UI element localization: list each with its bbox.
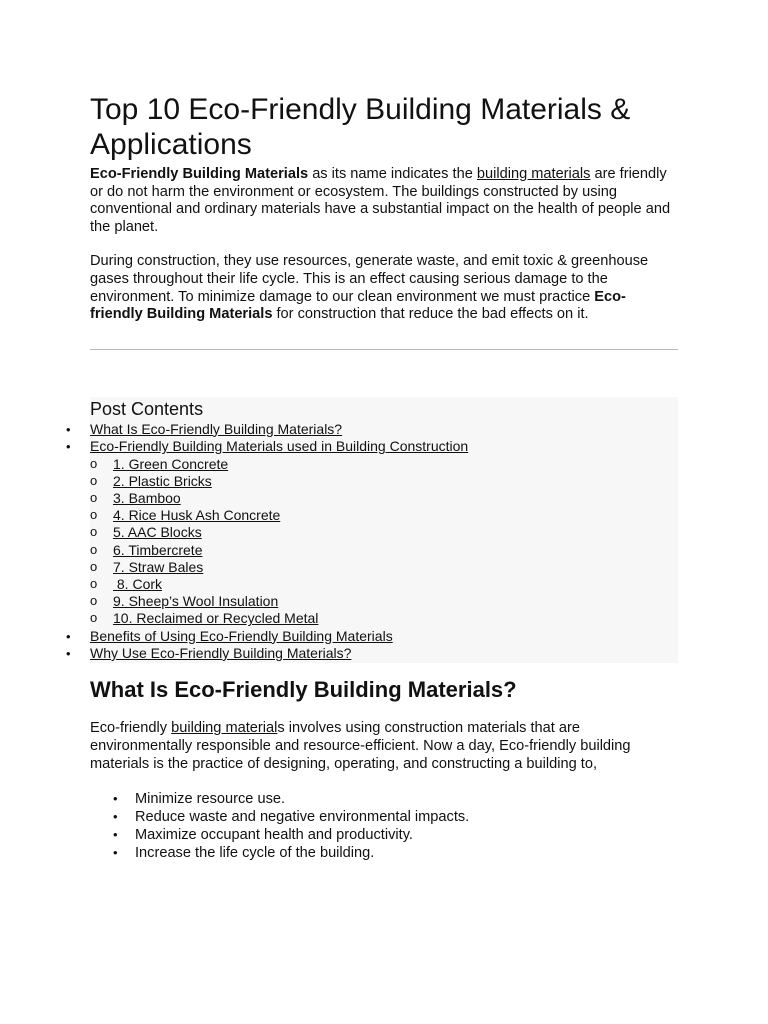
toc-item xyxy=(66,438,678,627)
toc-link-benefits[interactable]: Benefits of Using Eco-Friendly Building Materials xyxy=(90,627,393,644)
construction-paragraph xyxy=(90,253,678,323)
toc-subitem xyxy=(90,575,678,593)
circle-bullet-icon: o xyxy=(90,455,98,471)
list-item-text: Maximize occupant health and productivity. xyxy=(135,827,413,844)
toc-subitem xyxy=(90,455,678,473)
post-contents xyxy=(66,397,678,664)
toc-list xyxy=(66,420,678,663)
circle-bullet-icon: o xyxy=(90,524,98,540)
list-item xyxy=(113,808,678,826)
toc-link-green-concrete[interactable]: 1. Green Concrete xyxy=(113,455,229,472)
page-title: Top 10 Eco-Friendly Building Materials & Applications xyxy=(90,93,631,161)
toc-item xyxy=(66,627,678,645)
list-item xyxy=(113,826,678,844)
list-item-text: Reduce waste and negative environmental impacts. xyxy=(135,809,470,826)
toc-link-straw-bales[interactable]: 7. Straw Bales xyxy=(113,558,204,575)
bullet-icon: • xyxy=(113,827,118,843)
bullet-icon: • xyxy=(113,809,118,825)
bullet-icon: • xyxy=(66,646,71,661)
circle-bullet-icon: o xyxy=(90,541,98,557)
toc-item xyxy=(66,645,678,662)
toc-subitem xyxy=(90,558,678,576)
intro-bold-term: Eco-Friendly Building Materials xyxy=(90,166,309,182)
building-material-link[interactable]: building material xyxy=(171,720,278,737)
toc-link-timbercrete[interactable]: 6. Timbercrete xyxy=(113,541,203,558)
toc-link-cork[interactable]: 8. Cork xyxy=(113,575,163,592)
toc-link-materials-used[interactable]: Eco-Friendly Building Materials used in Building Construction xyxy=(90,438,469,455)
construction-text-b: for construction that reduce the bad effects on it. xyxy=(272,306,589,323)
toc-subitem xyxy=(90,507,678,524)
circle-bullet-icon: o xyxy=(90,575,98,591)
toc-subitem xyxy=(90,610,678,627)
bullet-icon: • xyxy=(66,421,71,437)
section-text-a: Eco-friendly xyxy=(90,720,172,737)
circle-bullet-icon: o xyxy=(90,472,98,488)
circle-bullet-icon: o xyxy=(90,507,98,523)
circle-bullet-icon: o xyxy=(90,610,98,626)
toc-subitem xyxy=(90,472,678,490)
toc-subitem xyxy=(90,541,678,559)
toc-item xyxy=(66,420,678,438)
bullet-icon: • xyxy=(66,439,71,455)
list-item xyxy=(113,790,678,808)
bullet-icon: • xyxy=(113,791,118,807)
toc-subitem xyxy=(90,593,678,610)
circle-bullet-icon: o xyxy=(90,558,98,574)
toc-link-bamboo[interactable]: 3. Bamboo xyxy=(113,489,181,506)
article xyxy=(66,92,678,862)
circle-bullet-icon: o xyxy=(90,593,98,609)
divider xyxy=(90,349,678,350)
toc-link-why-use[interactable]: Why Use Eco-Friendly Building Materials? xyxy=(90,645,352,661)
list-item-text: Increase the life cycle of the building. xyxy=(135,845,375,862)
toc-sublist xyxy=(90,456,678,628)
circle-bullet-icon: o xyxy=(90,489,98,505)
goals-list xyxy=(90,790,678,862)
toc-link-aac-blocks[interactable]: 5. AAC Blocks xyxy=(113,524,202,541)
intro-text-a: as its name indicates the xyxy=(308,166,477,182)
section-paragraph xyxy=(90,720,678,773)
section-heading: What Is Eco-Friendly Building Materials? xyxy=(90,677,517,703)
bullet-icon: • xyxy=(66,628,71,644)
toc-link-what-is[interactable]: What Is Eco-Friendly Building Materials? xyxy=(90,420,343,437)
list-item-text: Minimize resource use. xyxy=(135,791,286,808)
list-item xyxy=(113,844,678,862)
toc-link-reclaimed-metal[interactable]: 10. Reclaimed or Recycled Metal xyxy=(113,610,319,627)
construction-text-a: During construction, they use resources, generate waste, and emit toxic & greenhouse gases throughout their life cycle. This is an effect causing serious damage to the environment. To minimize damage to our clean environment we must practice xyxy=(90,253,649,305)
toc-subitem xyxy=(90,489,678,507)
post-contents-title: Post Contents xyxy=(90,398,204,419)
toc-link-rice-husk-ash-concrete[interactable]: 4. Rice Husk Ash Concrete xyxy=(113,507,281,524)
bullet-icon: • xyxy=(113,845,118,861)
toc-link-plastic-bricks[interactable]: 2. Plastic Bricks xyxy=(113,472,212,489)
toc-subitem xyxy=(90,524,678,541)
intro-paragraph xyxy=(90,166,678,236)
building-materials-link[interactable]: building materials xyxy=(476,166,591,182)
toc-link-sheeps-wool[interactable]: 9. Sheep’s Wool Insulation xyxy=(113,593,279,610)
intro-text-b: are friendly or do not harm the environment or ecosystem. The buildings constructed by using conventional and ordinary materials have a substantial impact on the health of people and the planet. xyxy=(90,166,671,235)
construction-bold-term: Eco-friendly Building Materials xyxy=(90,288,626,323)
section-text-b: s involves using construction materials that are environmentally responsible and resource-efficient. Now a day, Eco-friendly building materials is the practice of designing, operating, and constructing a building to, xyxy=(90,720,631,772)
